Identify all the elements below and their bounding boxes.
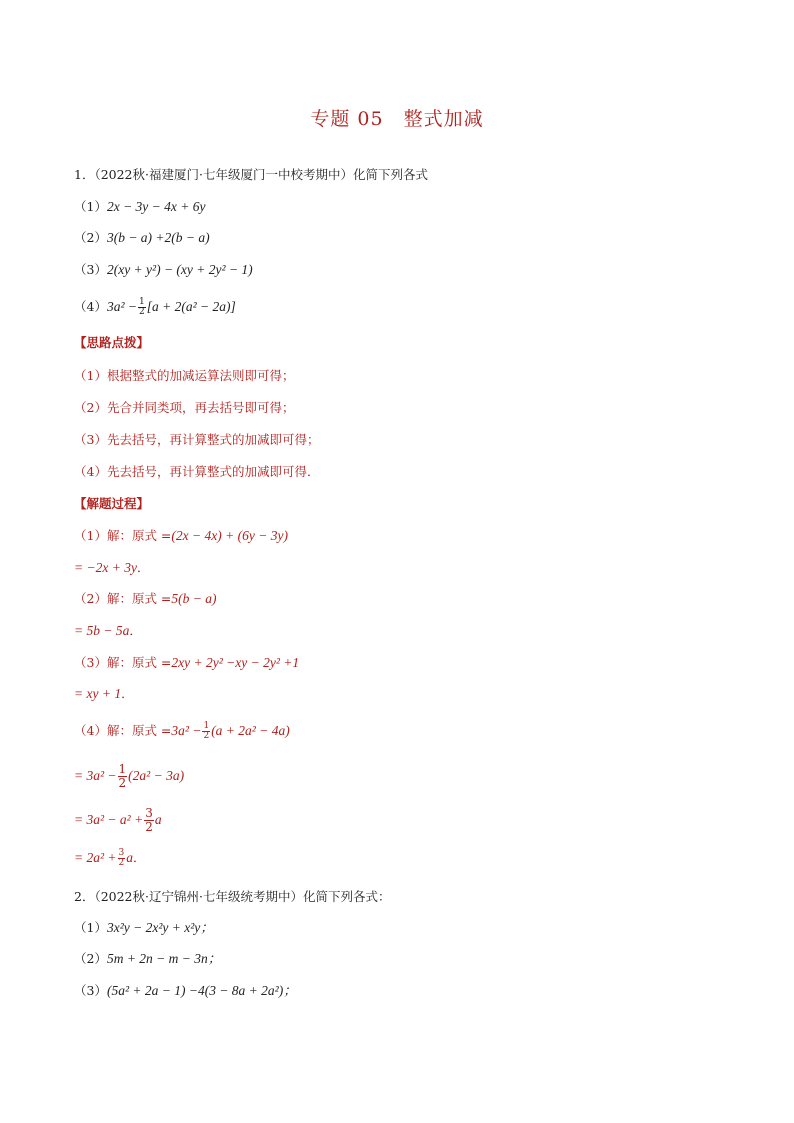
solution-2 — [74, 591, 217, 607]
item-expression-pre: 3a² − — [106, 299, 137, 314]
solution-expression: (2x − 4x) + (6y − 3y) — [171, 528, 288, 543]
solution-3 — [74, 655, 299, 671]
fraction-numerator: 3 — [145, 806, 153, 820]
solution-expression: 2xy + 2y² −xy − 2y² +1 — [171, 655, 300, 670]
q1-item-1 — [74, 199, 206, 215]
solution-result: = −2x + 3y — [74, 560, 137, 575]
question-2-header: 2．（2022秋·辽宁锦州·七年级统考期中）化简下列各式： — [74, 889, 391, 904]
item-expression-post: [a + 2(a² − 2a)] — [146, 299, 236, 314]
hint-line-1: （1）根据整式的加减运算法则即可得； — [74, 368, 295, 383]
solution-4-step-3 — [74, 807, 162, 834]
fraction — [138, 298, 146, 317]
fraction-numerator: 1 — [139, 297, 145, 307]
solution-label: （4）解：原式 = — [74, 723, 172, 738]
solution-label: （2）解：原式 = — [74, 591, 172, 606]
item-label: （2） — [74, 951, 107, 966]
item-expression: (5a² + 2a − 1) −4(3 − 8a + 2a²)； — [106, 983, 297, 998]
solution-expression-pre: 3a² − — [171, 723, 202, 738]
q1-item-4 — [74, 298, 236, 317]
item-label: （2） — [74, 230, 107, 245]
fraction-denominator: 2 — [203, 731, 210, 741]
question-1-header: 1．（2022秋·福建厦门·七年级厦门一中校考期中）化简下列各式 — [74, 167, 428, 182]
solution-heading: 【解题过程】 — [74, 496, 150, 511]
step-expression-post: (2a² − 3a) — [128, 768, 185, 783]
hint-heading: 【思路点拨】 — [74, 335, 150, 350]
item-label: （3） — [74, 262, 107, 277]
fraction-numerator: 1 — [118, 762, 127, 776]
item-expression: 5m + 2n − m − 3n； — [106, 951, 222, 966]
solution-expression: 5(b − a) — [171, 591, 217, 606]
solution-4-step-4 — [74, 849, 146, 868]
fraction — [118, 849, 126, 868]
solution-1-result — [74, 560, 149, 576]
solution-3-result — [74, 686, 134, 702]
item-label: （4） — [74, 299, 107, 314]
step-expression-pre: = 3a² − — [74, 768, 117, 783]
solution-4-step-2 — [74, 763, 184, 790]
fraction-denominator: 2 — [118, 858, 125, 868]
hint-line-3: （3）先去括号，再计算整式的加减即可得； — [74, 432, 320, 447]
fraction — [144, 807, 154, 834]
item-expression: 3x²y − 2x²y + x²y； — [106, 920, 214, 935]
q1-item-2 — [74, 230, 210, 246]
item-expression: 2(xy + y²) − (xy + 2y² − 1) — [106, 262, 253, 277]
hint-line-4: （4）先去括号，再计算整式的加减即可得． — [74, 464, 320, 479]
page-title: 专题 05 整式加减 — [310, 108, 484, 130]
fraction-numerator: 1 — [203, 721, 210, 731]
item-expression: 2x − 3y − 4x + 6y — [106, 199, 206, 214]
solution-label: （3）解：原式 = — [74, 655, 172, 670]
hint-line-2: （2）先合并同类项，再去括号即可得； — [74, 400, 295, 415]
step-expression-post: a — [126, 850, 134, 865]
solution-label: （1）解：原式 = — [74, 528, 172, 543]
item-label: （1） — [74, 199, 107, 214]
q2-item-2 — [74, 951, 221, 967]
fraction-denominator: 2 — [139, 307, 145, 317]
step-expression-pre: = 2a² + — [74, 850, 117, 865]
item-label: （3） — [74, 983, 107, 998]
fraction-numerator: 3 — [118, 848, 125, 858]
fraction-denominator: 2 — [118, 776, 127, 790]
period: ． — [129, 623, 142, 638]
solution-4 — [74, 722, 290, 741]
period: ． — [121, 686, 134, 701]
solution-expression-post: (a + 2a² − 4a) — [211, 723, 290, 738]
solution-result: = xy + 1 — [74, 686, 122, 701]
solution-2-result — [74, 623, 142, 639]
solution-1 — [74, 528, 288, 544]
q2-item-3 — [74, 983, 297, 999]
item-label: （1） — [74, 920, 107, 935]
q2-item-1 — [74, 920, 214, 936]
fraction-denominator: 2 — [145, 820, 153, 834]
fraction — [202, 722, 210, 741]
step-expression-post: a — [154, 812, 162, 827]
period: ． — [133, 850, 146, 865]
solution-result: = 5b − 5a — [74, 623, 130, 638]
q1-item-3 — [74, 262, 253, 278]
item-expression: 3(b − a) +2(b − a) — [106, 230, 210, 245]
fraction — [118, 763, 128, 790]
step-expression-pre: = 3a² − a² + — [74, 812, 144, 827]
period: ． — [136, 560, 150, 575]
